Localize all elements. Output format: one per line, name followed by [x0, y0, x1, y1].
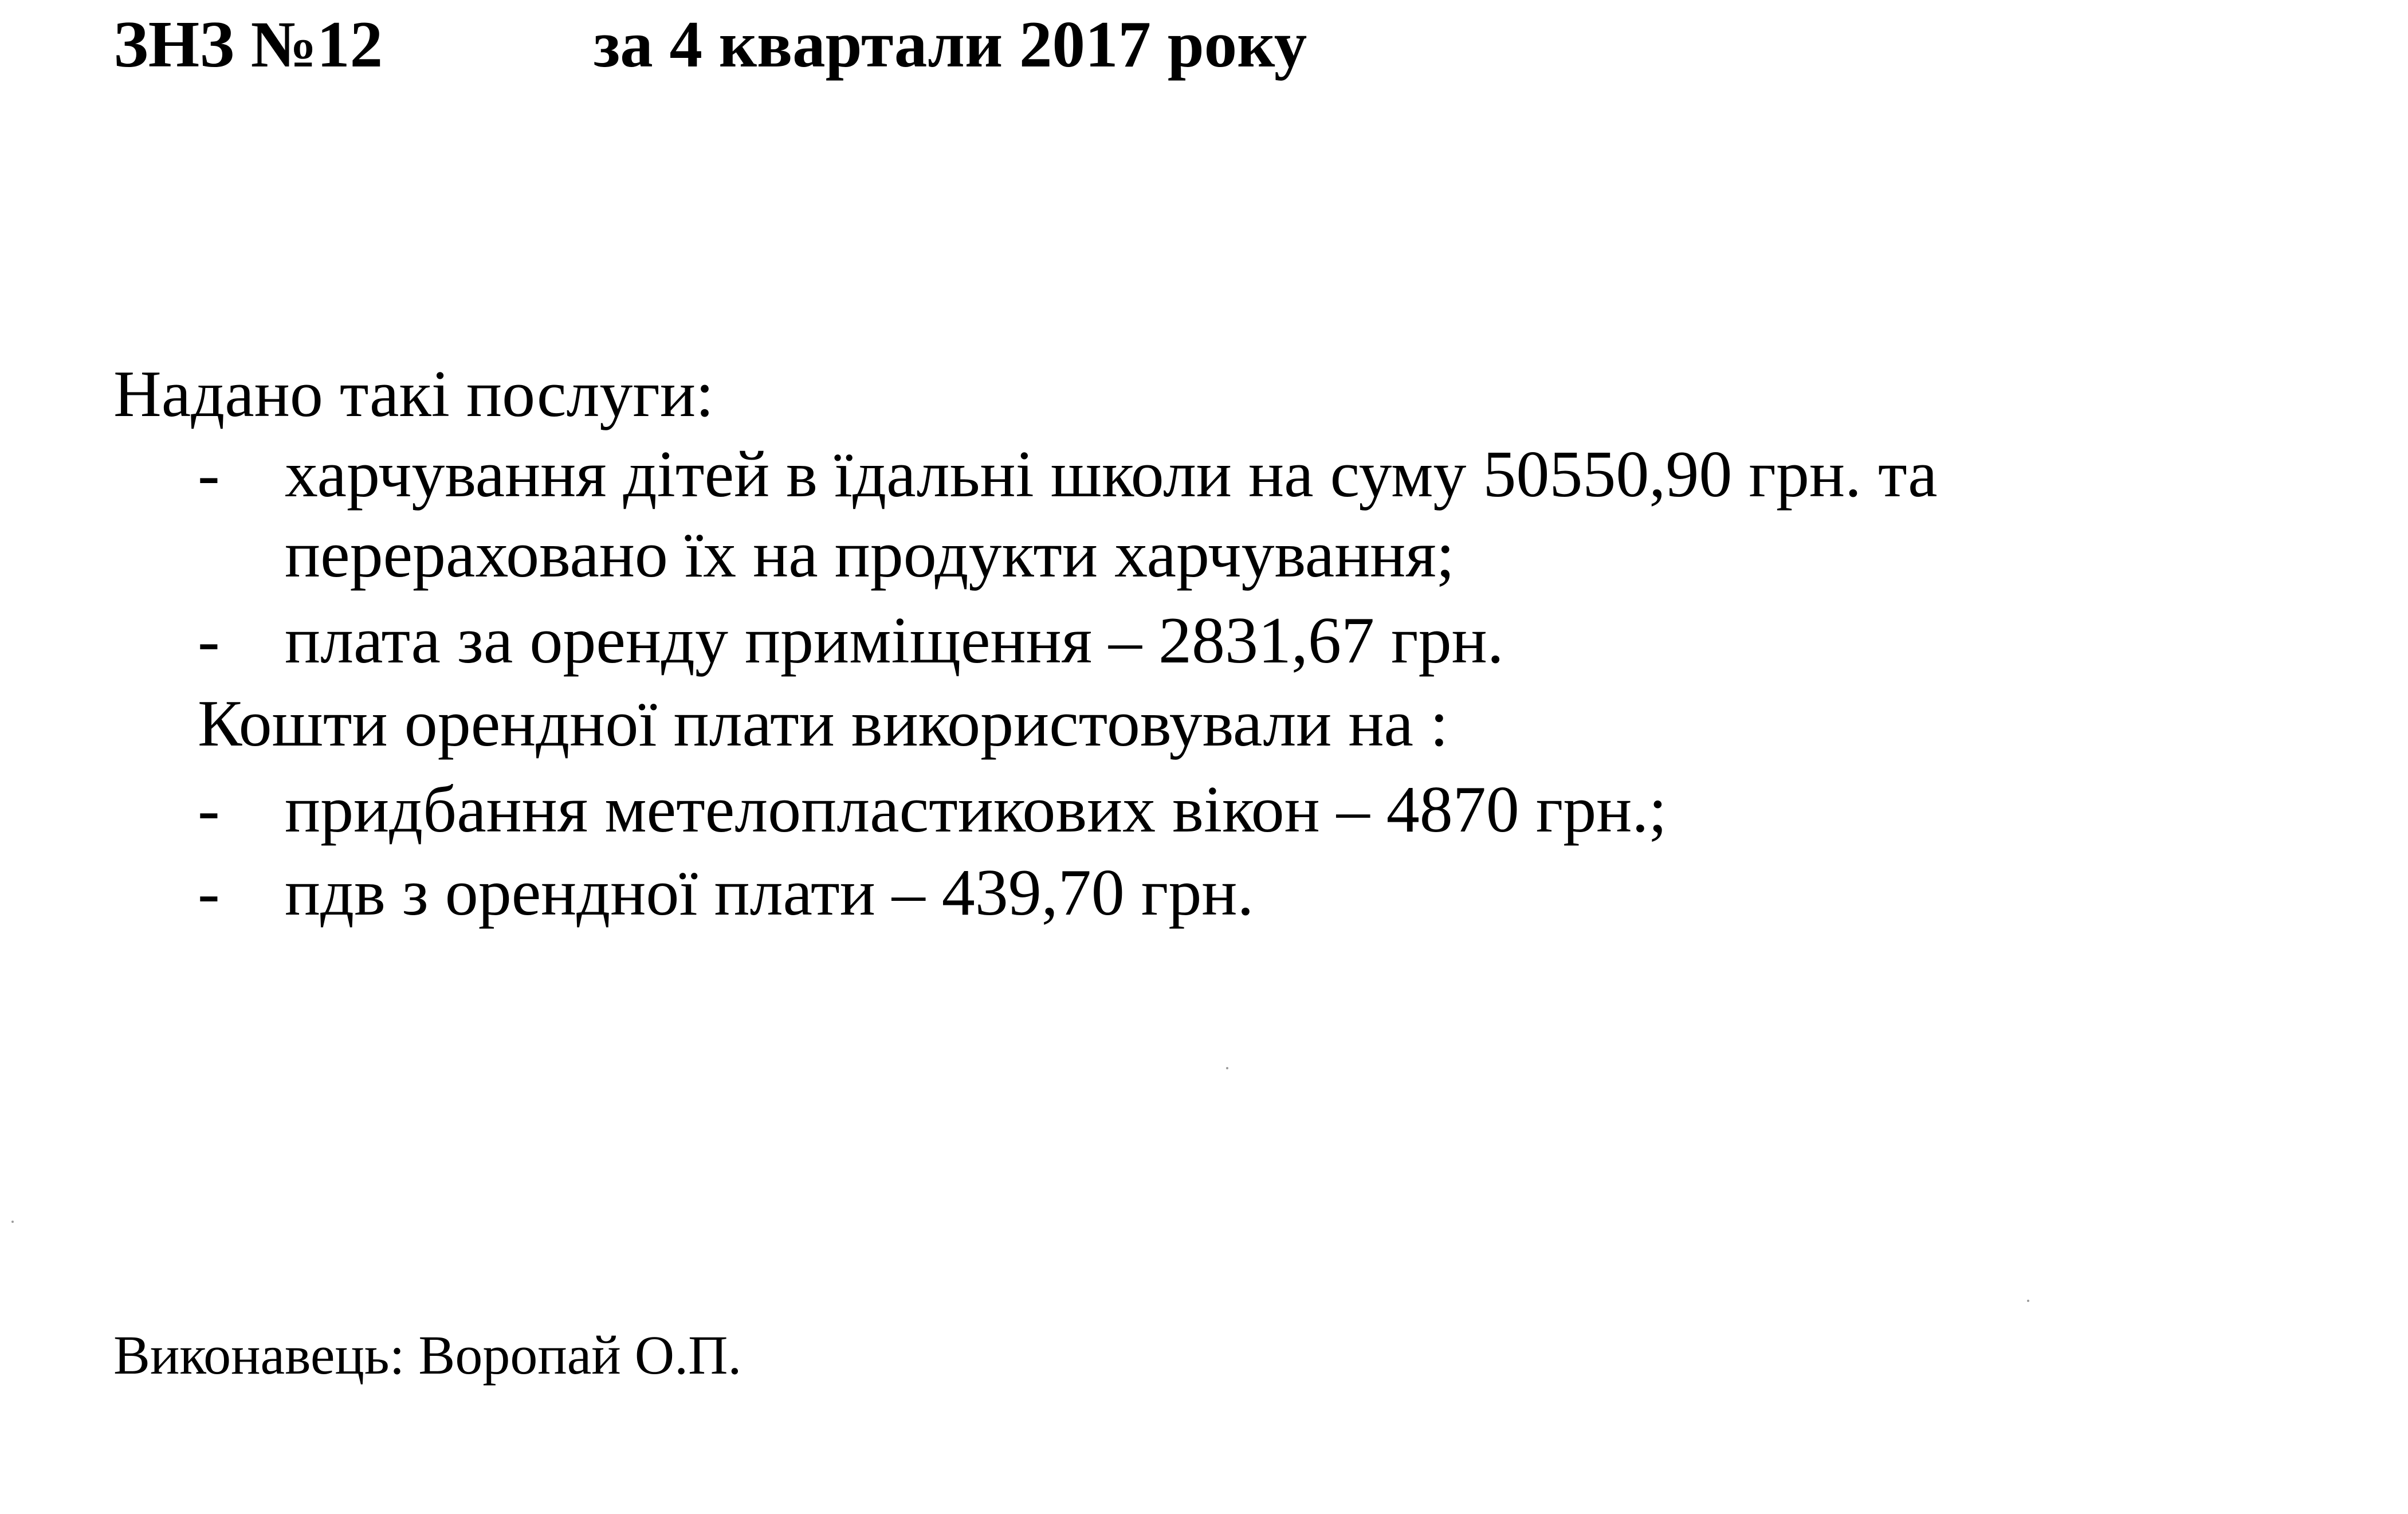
executor-signature-line: Виконавець: Воропай О.П. — [113, 1324, 742, 1386]
list-item — [0, 853, 2408, 933]
scan-speck — [11, 1221, 14, 1223]
service-catering-text: харчування дітей в їдальні школи на суму 50550,90 грн. та — [285, 438, 1938, 511]
service-catering-text-continued: перераховано їх на продукти харчування; — [285, 518, 1455, 591]
scan-speck — [1226, 1067, 1228, 1069]
rent-usage-windows-text: придбання метелопластикових вікон – 4870 грн.; — [285, 773, 1667, 846]
rent-usage-vat-text: пдв з орендної плати – 439,70 грн. — [285, 856, 1254, 929]
list-item — [0, 770, 2408, 850]
report-period: за 4 квартали 2017 року — [594, 8, 1307, 81]
school-name: ЗНЗ №12 — [113, 8, 383, 81]
list-item — [0, 601, 2408, 681]
rent-usage-heading: Кошти орендної плати використовували на : — [198, 687, 1449, 760]
list-dash: - — [198, 773, 220, 846]
rent-usage-heading-row — [0, 684, 2408, 764]
list-dash: - — [198, 438, 220, 511]
service-rent-text: плата за оренду приміщення – 2831,67 грн. — [285, 604, 1504, 677]
list-item — [0, 434, 2408, 515]
scan-speck — [2027, 1300, 2029, 1302]
services-intro: Надано такі послуги: — [113, 358, 714, 431]
list-dash: - — [198, 604, 220, 677]
list-dash: - — [198, 856, 220, 929]
list-item-continuation — [0, 515, 2408, 595]
